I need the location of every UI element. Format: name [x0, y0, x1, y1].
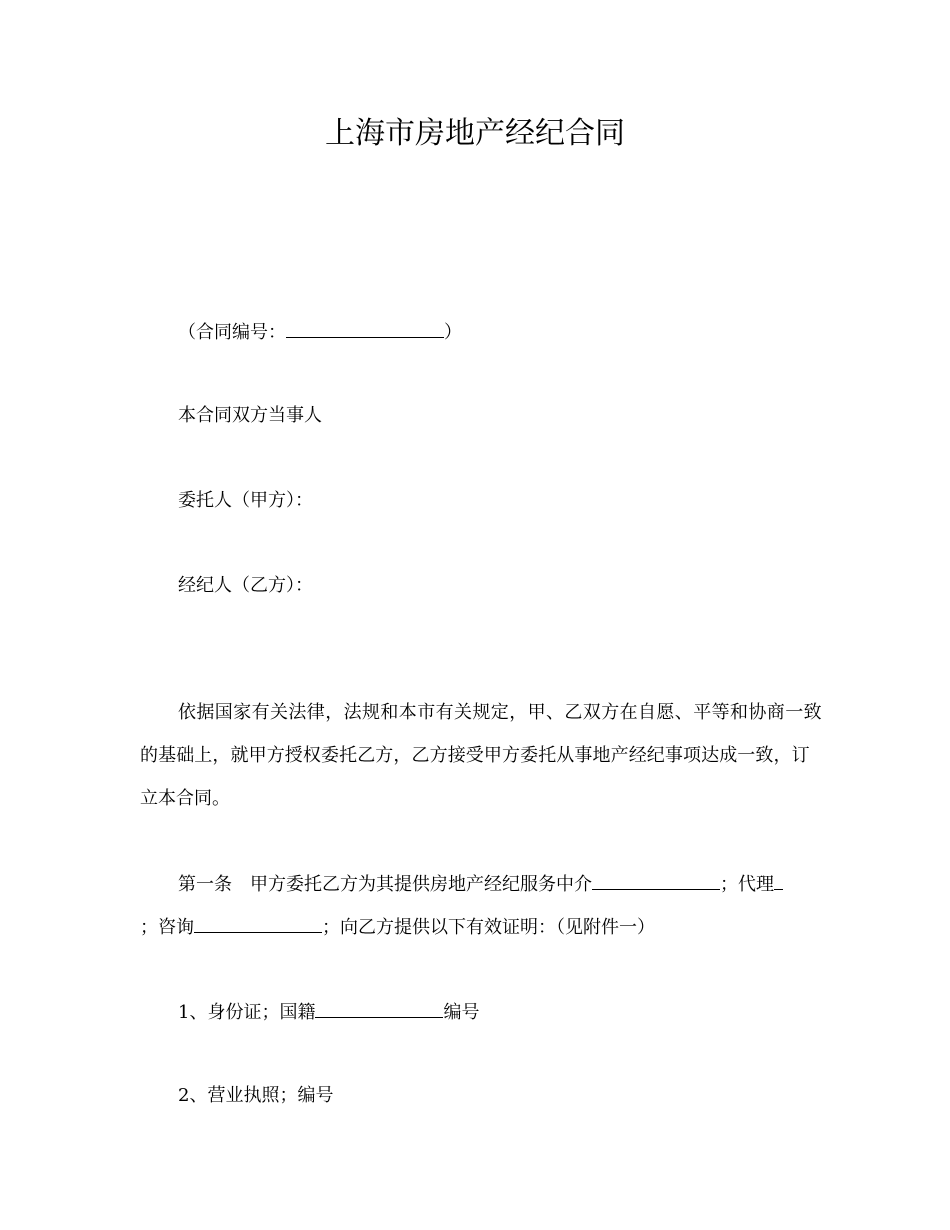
preamble-line-1: 依据国家有关法律，法规和本市有关规定，甲、乙双方在自愿、平等和协商一致	[178, 702, 822, 723]
id-number-label: 编号	[443, 1002, 480, 1023]
article-1-text: 甲方委托乙方为其提供房地产经纪服务中介	[250, 874, 592, 895]
document-title: 上海市房地产经纪合同	[325, 116, 625, 151]
contract-number-blank	[286, 320, 444, 338]
article-1-line-2	[140, 915, 655, 939]
preamble-line-3: 立本合同。	[140, 788, 230, 809]
intermediary-blank	[592, 872, 720, 890]
consulting-label: ；咨询	[140, 917, 194, 938]
nationality-blank	[315, 1000, 443, 1018]
contract-number-label: （合同编号：	[178, 322, 286, 343]
id-card-label: 1、身份证；国籍	[178, 1002, 316, 1023]
contract-number-close: ）	[444, 322, 462, 343]
agency-label: ；代理	[720, 874, 774, 895]
consulting-blank	[194, 915, 322, 933]
article-1-line-1	[178, 872, 783, 896]
agency-blank	[774, 872, 783, 890]
preamble-line-2: 的基础上，就甲方授权委托乙方，乙方接受甲方委托从事地产经纪事项达成一致，订	[140, 745, 810, 766]
documents-text: ；向乙方提供以下有效证明：（见附件一）	[322, 917, 655, 938]
parties-heading: 本合同双方当事人	[178, 405, 322, 426]
article-1-label: 第一条	[178, 874, 232, 895]
item-2: 2、营业执照；编号	[178, 1085, 334, 1106]
contract-number-line	[178, 320, 462, 344]
party-b-label: 经纪人（乙方）：	[178, 575, 313, 596]
item-1	[178, 1000, 479, 1024]
party-a-label: 委托人（甲方）：	[178, 490, 313, 511]
